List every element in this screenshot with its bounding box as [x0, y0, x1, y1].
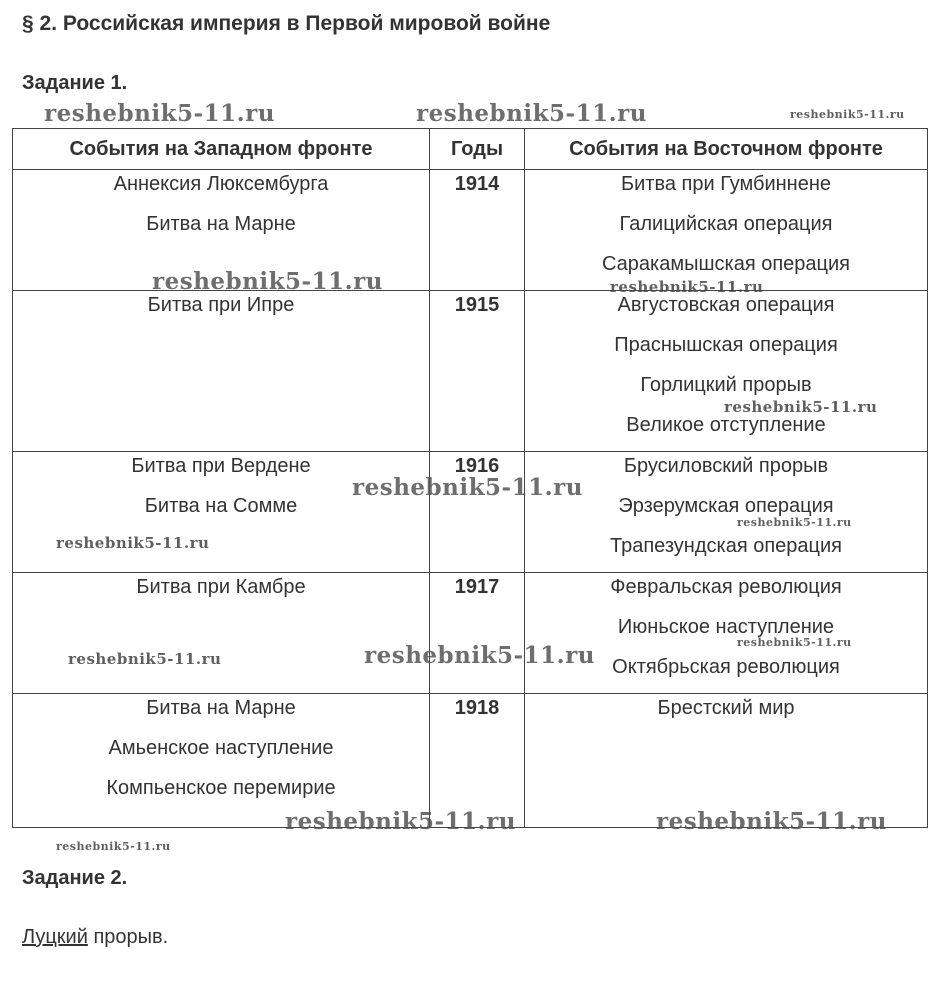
year-cell: [430, 170, 525, 291]
east-event: Битва при Гумбиннене: [620, 173, 832, 195]
east-event: Брестский мир: [657, 697, 795, 719]
east-event: Трапезундская операция: [610, 535, 842, 557]
west-event: Аннексия Люксембурга: [113, 173, 329, 195]
west-event: Битва при Ипре: [147, 294, 295, 316]
east-event: Великое отступление: [626, 414, 826, 436]
west-event: Битва на Сомме: [144, 495, 298, 517]
year-cell: [430, 452, 525, 573]
east-event: Горлицкий прорыв: [640, 374, 812, 396]
east-events-cell: [525, 452, 928, 573]
events-table: [12, 128, 928, 828]
watermark: reshebnik5-11.ru: [737, 516, 852, 529]
east-event: Августовская операция: [617, 294, 835, 316]
watermark: reshebnik5-11.ru: [737, 636, 852, 649]
east-event: Эрзерумская операция: [618, 495, 834, 517]
east-event: Брусиловский прорыв: [623, 455, 829, 477]
west-events-cell: [13, 694, 430, 828]
table-row: [13, 291, 928, 452]
east-events-cell: [525, 170, 928, 291]
watermark: reshebnik5-11.ru: [610, 278, 764, 296]
task-2-title: Задание 2.: [22, 867, 128, 889]
watermark: reshebnik5-11.ru: [724, 398, 878, 416]
year-value: 1917: [454, 576, 500, 598]
east-event: Февральская революция: [610, 576, 842, 598]
watermark: reshebnik5-11.ru: [352, 474, 583, 501]
year-value: 1918: [454, 697, 500, 719]
task-1-title: Задание 1.: [22, 72, 128, 94]
west-events-cell: [13, 291, 430, 452]
year-cell: [430, 573, 525, 694]
watermark: reshebnik5-11.ru: [56, 840, 171, 853]
west-event: Компьенское перемирие: [106, 777, 336, 799]
east-events-cell: [525, 291, 928, 452]
watermark: reshebnik5-11.ru: [656, 808, 887, 835]
east-events-cell: [525, 694, 928, 828]
watermark: reshebnik5-11.ru: [364, 642, 595, 669]
watermark: reshebnik5-11.ru: [416, 100, 647, 127]
watermark: reshebnik5-11.ru: [68, 650, 222, 668]
table-header-row: [13, 129, 928, 170]
header-years: Годы: [430, 129, 525, 170]
table-row: [13, 694, 928, 828]
year-cell: [430, 694, 525, 828]
year-value: 1914: [454, 173, 500, 195]
west-event: Битва при Камбре: [136, 576, 306, 598]
table-row: [13, 170, 928, 291]
west-event: Битва на Марне: [146, 213, 296, 235]
west-events-cell: [13, 573, 430, 694]
table-row: [13, 452, 928, 573]
header-west-front: События на Западном фронте: [13, 129, 430, 170]
year-value: 1916: [454, 455, 500, 477]
answer-underlined-word: Луцкий: [22, 926, 88, 948]
east-event: Июньское наступление: [617, 616, 835, 638]
east-event: Праснышская операция: [614, 334, 838, 356]
watermark: reshebnik5-11.ru: [285, 808, 516, 835]
year-value: 1915: [454, 294, 500, 316]
watermark: reshebnik5-11.ru: [790, 108, 905, 121]
west-events-cell: [13, 452, 430, 573]
west-events-cell: [13, 170, 430, 291]
section-heading: § 2. Российская империя в Первой мировой войне: [22, 12, 551, 35]
east-event: Галицийская операция: [619, 213, 833, 235]
east-event: Октябрьская революция: [612, 656, 840, 678]
task-2-answer: [22, 926, 168, 949]
header-east-front: События на Восточном фронте: [525, 129, 928, 170]
west-event: Битва на Марне: [146, 697, 296, 719]
watermark: reshebnik5-11.ru: [152, 268, 383, 295]
table-row: [13, 573, 928, 694]
east-events-cell: [525, 573, 928, 694]
west-event: Битва при Вердене: [131, 455, 311, 477]
west-event: Амьенское наступление: [108, 737, 334, 759]
year-cell: [430, 291, 525, 452]
watermark: reshebnik5-11.ru: [56, 534, 210, 552]
east-event: Саракамышская операция: [602, 253, 850, 275]
answer-rest: прорыв.: [87, 926, 169, 948]
watermark: reshebnik5-11.ru: [44, 100, 275, 127]
